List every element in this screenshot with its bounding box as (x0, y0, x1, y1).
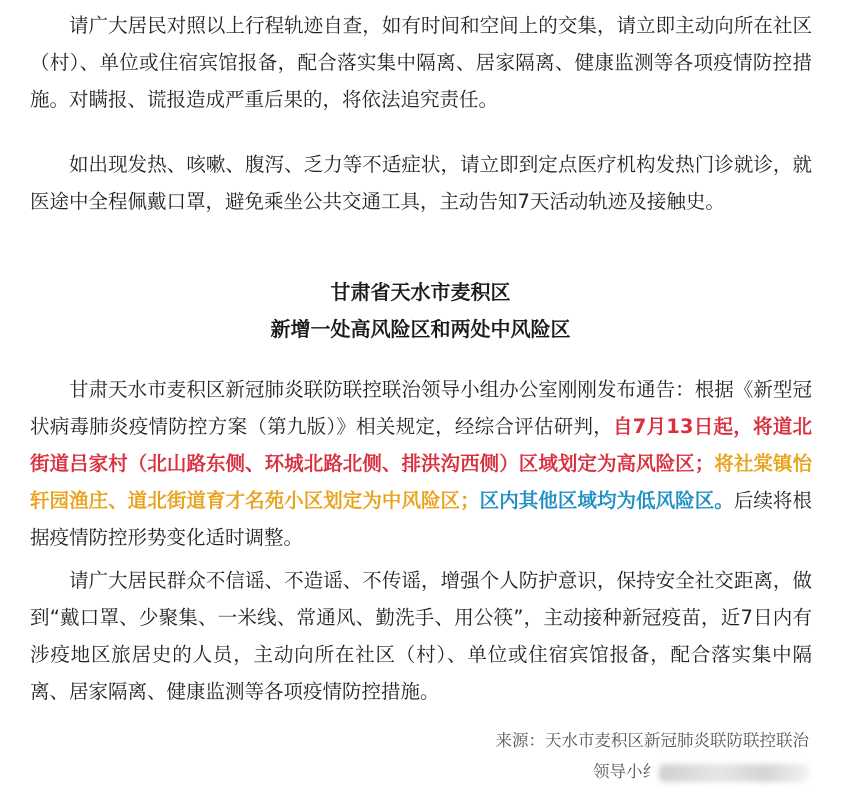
high-risk-area-text: 自7月13日起，将道北街道吕家村（北山路东侧、环城北路北侧、排洪沟西侧）区域划定为高风险区； (30, 415, 812, 475)
paragraph-self-check: 请广大居民对照以上行程轨迹自查，如有时间和空间上的交集，请立即主动向所在社区（村）、单位或住宿宾馆报备，配合落实集中隔离、居家隔离、健康监测等各项疫情防控措施。对瞒报、谎报造成严重后果的，将依法追究责任。 (30, 14, 812, 111)
paragraph-symptoms: 如出现发热、咳嗽、腹泻、乏力等不适症状，请立即到定点医疗机构发热门诊就诊，就医途中全程佩戴口罩，避免乘坐公共交通工具，主动告知7天活动轨迹及接触史。 (30, 153, 812, 213)
announcement-intro: 甘肃天水市麦积区新冠肺炎联防联控联治领导小组办公室刚刚发布通告：根据《新型冠状病毒肺炎疫情防控方案（第九版）》相关规定，经综合评估研判， (30, 378, 812, 438)
paragraph-announcement (30, 371, 812, 556)
low-risk-area-text: 区内其他区域均为低风险区。 (479, 489, 734, 512)
medium-risk-area-text: 将社棠镇怡轩园渔庄、道北街道育才名苑小区划定为中风险区； (30, 452, 812, 512)
watermark-blur (659, 764, 809, 782)
source-line1: 来源：天水市麦积区新冠肺炎联防联控联治 (495, 731, 809, 750)
paragraph-public-advice: 请广大居民群众不信谣、不造谣、不传谣，增强个人防护意识，保持安全社交距离，做到“戴口罩、少聚集、一米线、常通风、勤洗手、用公筷”，主动接种新冠疫苗，近7日内有涉疫地区旅居史的人员，主动向所在社区（村）、单位或住宿宾馆报备，配合落实集中隔离、居家隔离、健康监测等各项疫情防控措施。 (30, 569, 812, 703)
section-heading-line1: 甘肃省天水市麦积区 (330, 280, 511, 304)
source-line2 (593, 758, 809, 782)
source-line2-text: 领导小纟 (593, 762, 659, 781)
announcement-outro: 后续将根据疫情防控形势变化适时调整。 (30, 489, 812, 549)
section-heading-line2: 新增一处高风险区和两处中风险区 (270, 317, 571, 341)
